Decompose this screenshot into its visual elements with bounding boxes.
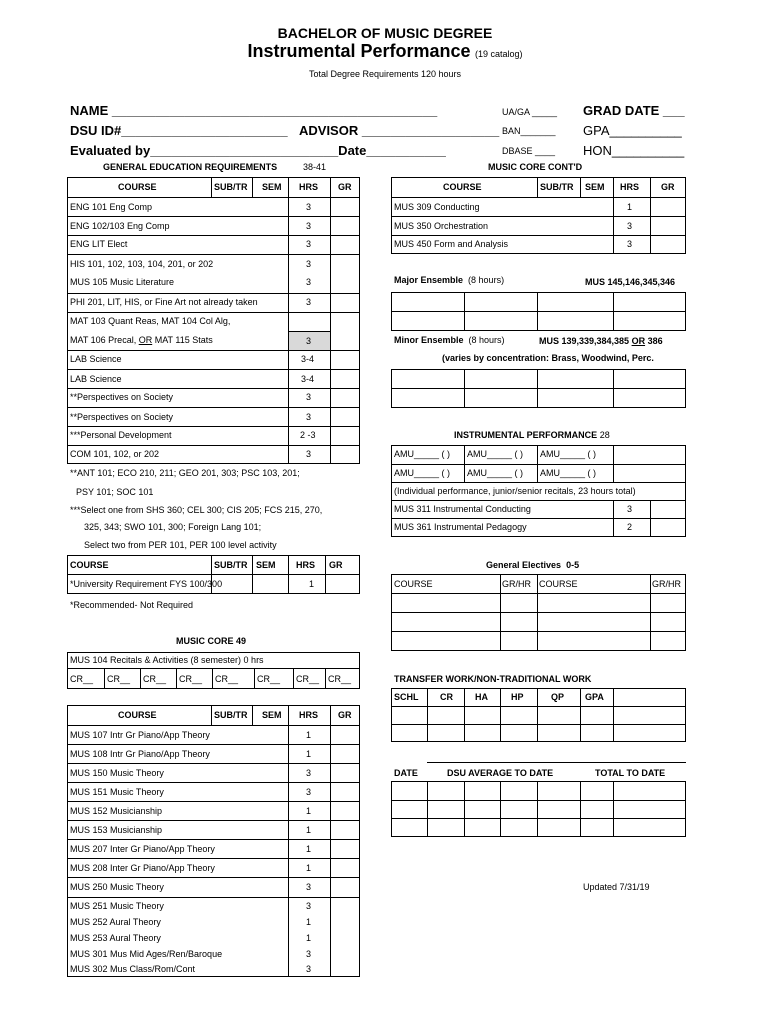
core-course: MUS 253 Aural Theory xyxy=(70,933,161,943)
recital-credit[interactable]: CR__ xyxy=(328,674,352,684)
gened-hrs: 3 xyxy=(306,297,312,307)
gened-hours: 38-41 xyxy=(303,162,327,172)
total-hours: Total Degree Requirements 120 hours xyxy=(308,69,462,79)
amu-field[interactable]: AMU_____ ( ) xyxy=(394,468,451,478)
program-title xyxy=(0,42,770,61)
core-hrs: 3 xyxy=(306,901,312,911)
core-hrs: 3 xyxy=(306,882,312,892)
amu-field[interactable]: AMU_____ ( ) xyxy=(467,468,524,478)
fys-header-course: COURSE xyxy=(70,560,109,570)
electives-header-course: COURSE xyxy=(394,579,433,589)
core-course: MUS 108 Intr Gr Piano/App Theory xyxy=(70,749,210,759)
amu-field[interactable]: AMU_____ ( ) xyxy=(467,449,524,459)
recital-credit[interactable]: CR__ xyxy=(70,674,94,684)
core-course: MUS 151 Music Theory xyxy=(70,787,164,797)
gened-hrs: 3 xyxy=(306,221,312,231)
transfer-title: TRANSFER WORK/NON-TRADITIONAL WORK xyxy=(394,674,592,684)
gened-course: HIS 101, 102, 103, 104, 201, or 202 xyxy=(70,259,214,269)
gened-header-course: COURSE xyxy=(118,182,157,192)
gened-note: Select two from PER 101, PER 100 level activity xyxy=(84,540,277,550)
core-header-subtr: SUB/TR xyxy=(214,710,248,720)
core-course: MUS 250 Music Theory xyxy=(70,882,164,892)
core-header-gr: GR xyxy=(338,710,352,720)
core-course: MUS 252 Aural Theory xyxy=(70,917,161,927)
contd-hrs: 1 xyxy=(627,202,633,212)
recitals-label: MUS 104 Recitals & Activities (8 semester) 0 hrs xyxy=(70,655,264,665)
core-hrs: 1 xyxy=(306,917,312,927)
grad-date-field[interactable]: GRAD DATE ___ xyxy=(583,103,685,118)
minor-ensemble-label: Minor Ensemble (8 hours) xyxy=(394,335,505,345)
gened-hrs: 2 -3 xyxy=(300,430,316,440)
program-name: Instrumental Performance xyxy=(247,41,471,61)
advisor-field[interactable]: ADVISOR ___________________ xyxy=(299,123,500,138)
date-header: DATE xyxy=(394,768,418,778)
core-course: MUS 207 Inter Gr Piano/App Theory xyxy=(70,844,215,854)
contd-header-gr: GR xyxy=(661,182,675,192)
contd-course: MUS 450 Form and Analysis xyxy=(394,239,509,249)
amu-field[interactable]: AMU_____ ( ) xyxy=(540,449,597,459)
fys-header-hrs: HRS xyxy=(296,560,316,570)
gened-note: ***Select one from SHS 360; CEL 300; CIS 205; FCS 215, 270, xyxy=(70,505,323,515)
core-hrs: 1 xyxy=(306,749,312,759)
gened-hrs: 3-4 xyxy=(301,354,315,364)
gened-note: **ANT 101; ECO 210, 211; GEO 201, 303; PSC 103, 201; xyxy=(70,468,300,478)
core-header-course: COURSE xyxy=(118,710,157,720)
core-hrs: 3 xyxy=(306,768,312,778)
gened-course: LAB Science xyxy=(70,354,122,364)
core-course: MUS 251 Music Theory xyxy=(70,901,164,911)
core-hrs: 1 xyxy=(306,806,312,816)
gened-title: GENERAL EDUCATION REQUIREMENTS xyxy=(103,162,278,172)
core-hrs: 1 xyxy=(306,863,312,873)
gened-note: PSY 101; SOC 101 xyxy=(76,487,154,497)
recital-credit[interactable]: CR__ xyxy=(296,674,320,684)
gened-course: MAT 103 Quant Reas, MAT 104 Col Alg, xyxy=(70,316,231,326)
contd-course: MUS 309 Conducting xyxy=(394,202,480,212)
electives-header-course2: COURSE xyxy=(539,579,578,589)
dsu-average-header: DSU AVERAGE TO DATE xyxy=(447,768,554,778)
electives-header-grhr: GR/HR xyxy=(502,579,531,589)
electives-title: General Electives 0-5 xyxy=(486,560,580,570)
gened-hrs: 3 xyxy=(306,336,312,346)
recital-credit[interactable]: CR__ xyxy=(257,674,281,684)
recital-credit[interactable]: CR__ xyxy=(107,674,131,684)
catalog-year: (19 catalog) xyxy=(475,49,523,59)
transfer-header-schl: SCHL xyxy=(394,692,419,702)
gened-course: ENG LIT Elect xyxy=(70,239,128,249)
music-core-contd-title: MUSIC CORE CONT'D xyxy=(488,162,583,172)
contd-hrs: 3 xyxy=(627,239,633,249)
averages-table xyxy=(391,781,686,837)
core-hrs: 3 xyxy=(306,949,312,959)
amu-field[interactable]: AMU_____ ( ) xyxy=(540,468,597,478)
core-hrs: 1 xyxy=(306,825,312,835)
gened-course-mat: MAT 106 Precal, OR MAT 115 Stats xyxy=(70,335,213,345)
core-course: MUS 150 Music Theory xyxy=(70,768,164,778)
evaluated-by-field[interactable]: Evaluated by__________________________Date___________ xyxy=(70,143,446,158)
contd-header-sem: SEM xyxy=(585,182,605,192)
gened-hrs: 3 xyxy=(306,202,312,212)
degree-title: BACHELOR OF MUSIC DEGREE xyxy=(277,25,493,41)
transfer-header-cr: CR xyxy=(440,692,453,702)
core-course: MUS 153 Musicianship xyxy=(70,825,163,835)
core-hrs: 3 xyxy=(306,964,312,974)
core-course: MUS 302 Mus Class/Rom/Cont xyxy=(70,964,196,974)
transfer-header-qp: QP xyxy=(551,692,565,702)
gened-course: ***Personal Development xyxy=(70,430,172,440)
gened-hrs: 3 xyxy=(306,412,312,422)
contd-hrs: 3 xyxy=(627,221,633,231)
gened-header-sem: SEM xyxy=(262,182,282,192)
total-to-date-header: TOTAL TO DATE xyxy=(595,768,666,778)
transfer-header-gpa: GPA xyxy=(585,692,604,702)
gened-course: ENG 102/103 Eng Comp xyxy=(70,221,170,231)
gened-header-hrs: HRS xyxy=(299,182,319,192)
gened-header-gr: GR xyxy=(338,182,352,192)
electives-header-grhr2: GR/HR xyxy=(652,579,681,589)
gened-hrs: 3 xyxy=(306,277,312,287)
gened-header-subtr: SUB/TR xyxy=(214,182,248,192)
ua-ga-field[interactable]: UA/GA _____ xyxy=(502,107,558,117)
instrumental-title: INSTRUMENTAL PERFORMANCE 28 xyxy=(454,430,610,440)
fys-course: *University Requirement FYS 100/300 xyxy=(70,579,223,589)
fys-header-subtr: SUB/TR xyxy=(214,560,248,570)
core-hrs: 3 xyxy=(306,787,312,797)
major-ensemble-label: Major Ensemble (8 hours) xyxy=(394,275,505,285)
hon-field[interactable]: HON__________ xyxy=(583,143,685,158)
recital-credit[interactable]: CR__ xyxy=(143,674,167,684)
core-header-sem: SEM xyxy=(262,710,282,720)
transfer-table xyxy=(391,688,686,742)
minor-ensemble-note: (varies by concentration: Brass, Woodwind, Perc. xyxy=(442,353,654,363)
ban-field[interactable]: BAN_______ xyxy=(502,126,556,136)
recital-credit[interactable]: CR__ xyxy=(215,674,239,684)
gened-hrs: 3 xyxy=(306,449,312,459)
dbase-field[interactable]: DBASE ____ xyxy=(502,146,556,156)
core-course: MUS 107 Intr Gr Piano/App Theory xyxy=(70,730,210,740)
recital-credit[interactable]: CR__ xyxy=(179,674,203,684)
core-hrs: 1 xyxy=(306,933,312,943)
gened-course: PHI 201, LIT, HIS, or Fine Art not already taken xyxy=(70,297,258,307)
gened-hrs: 3 xyxy=(306,392,312,402)
core-header-hrs: HRS xyxy=(299,710,319,720)
gened-hrs: 3-4 xyxy=(301,374,315,384)
transfer-header-ha: HA xyxy=(475,692,488,702)
gened-note: 325, 343; SWO 101, 300; Foreign Lang 101; xyxy=(84,522,262,532)
gened-hrs: 3 xyxy=(306,259,312,269)
gened-hrs: 3 xyxy=(306,239,312,249)
updated-date: Updated 7/31/19 xyxy=(583,882,650,892)
amu-field[interactable]: AMU_____ ( ) xyxy=(394,449,451,459)
transfer-header-hp: HP xyxy=(511,692,524,702)
instr-hrs: 3 xyxy=(627,504,633,514)
contd-header-subtr: SUB/TR xyxy=(540,182,574,192)
performance-note: (Individual performance, junior/senior recitals, 23 hours total) xyxy=(394,486,636,496)
recommended-note: *Recommended- Not Required xyxy=(70,600,194,610)
name-field[interactable]: NAME _____________________________________________ xyxy=(70,103,438,118)
gened-course: MUS 105 Music Literature xyxy=(70,277,175,287)
major-ensemble-courses: MUS 145,146,345,346 xyxy=(585,277,676,287)
gened-course: **Perspectives on Society xyxy=(70,412,174,422)
instr-hrs: 2 xyxy=(627,522,633,532)
dsu-id-field[interactable]: DSU ID#_______________________ xyxy=(70,123,288,138)
core-hrs: 1 xyxy=(306,844,312,854)
instr-course: MUS 311 Instrumental Conducting xyxy=(394,504,531,514)
gpa-field[interactable]: GPA__________ xyxy=(583,123,682,138)
contd-header-course: COURSE xyxy=(443,182,482,192)
fys-header-gr: GR xyxy=(329,560,343,570)
gened-course: COM 101, 102, or 202 xyxy=(70,449,160,459)
core-course: MUS 152 Musicianship xyxy=(70,806,163,816)
gened-course: ENG 101 Eng Comp xyxy=(70,202,153,212)
gened-course: LAB Science xyxy=(70,374,122,384)
fys-hrs: 1 xyxy=(309,579,315,589)
fys-header-sem: SEM xyxy=(256,560,276,570)
music-core-title: MUSIC CORE 49 xyxy=(176,636,247,646)
core-hrs: 1 xyxy=(306,730,312,740)
gened-course: **Perspectives on Society xyxy=(70,392,174,402)
core-course: MUS 208 Inter Gr Piano/App Theory xyxy=(70,863,215,873)
minor-ensemble-courses: MUS 139,339,384,385 OR 386 xyxy=(539,336,663,346)
instr-course: MUS 361 Instrumental Pedagogy xyxy=(394,522,527,532)
contd-header-hrs: HRS xyxy=(620,182,640,192)
core-course: MUS 301 Mus Mid Ages/Ren/Baroque xyxy=(70,949,223,959)
contd-course: MUS 350 Orchestration xyxy=(394,221,489,231)
